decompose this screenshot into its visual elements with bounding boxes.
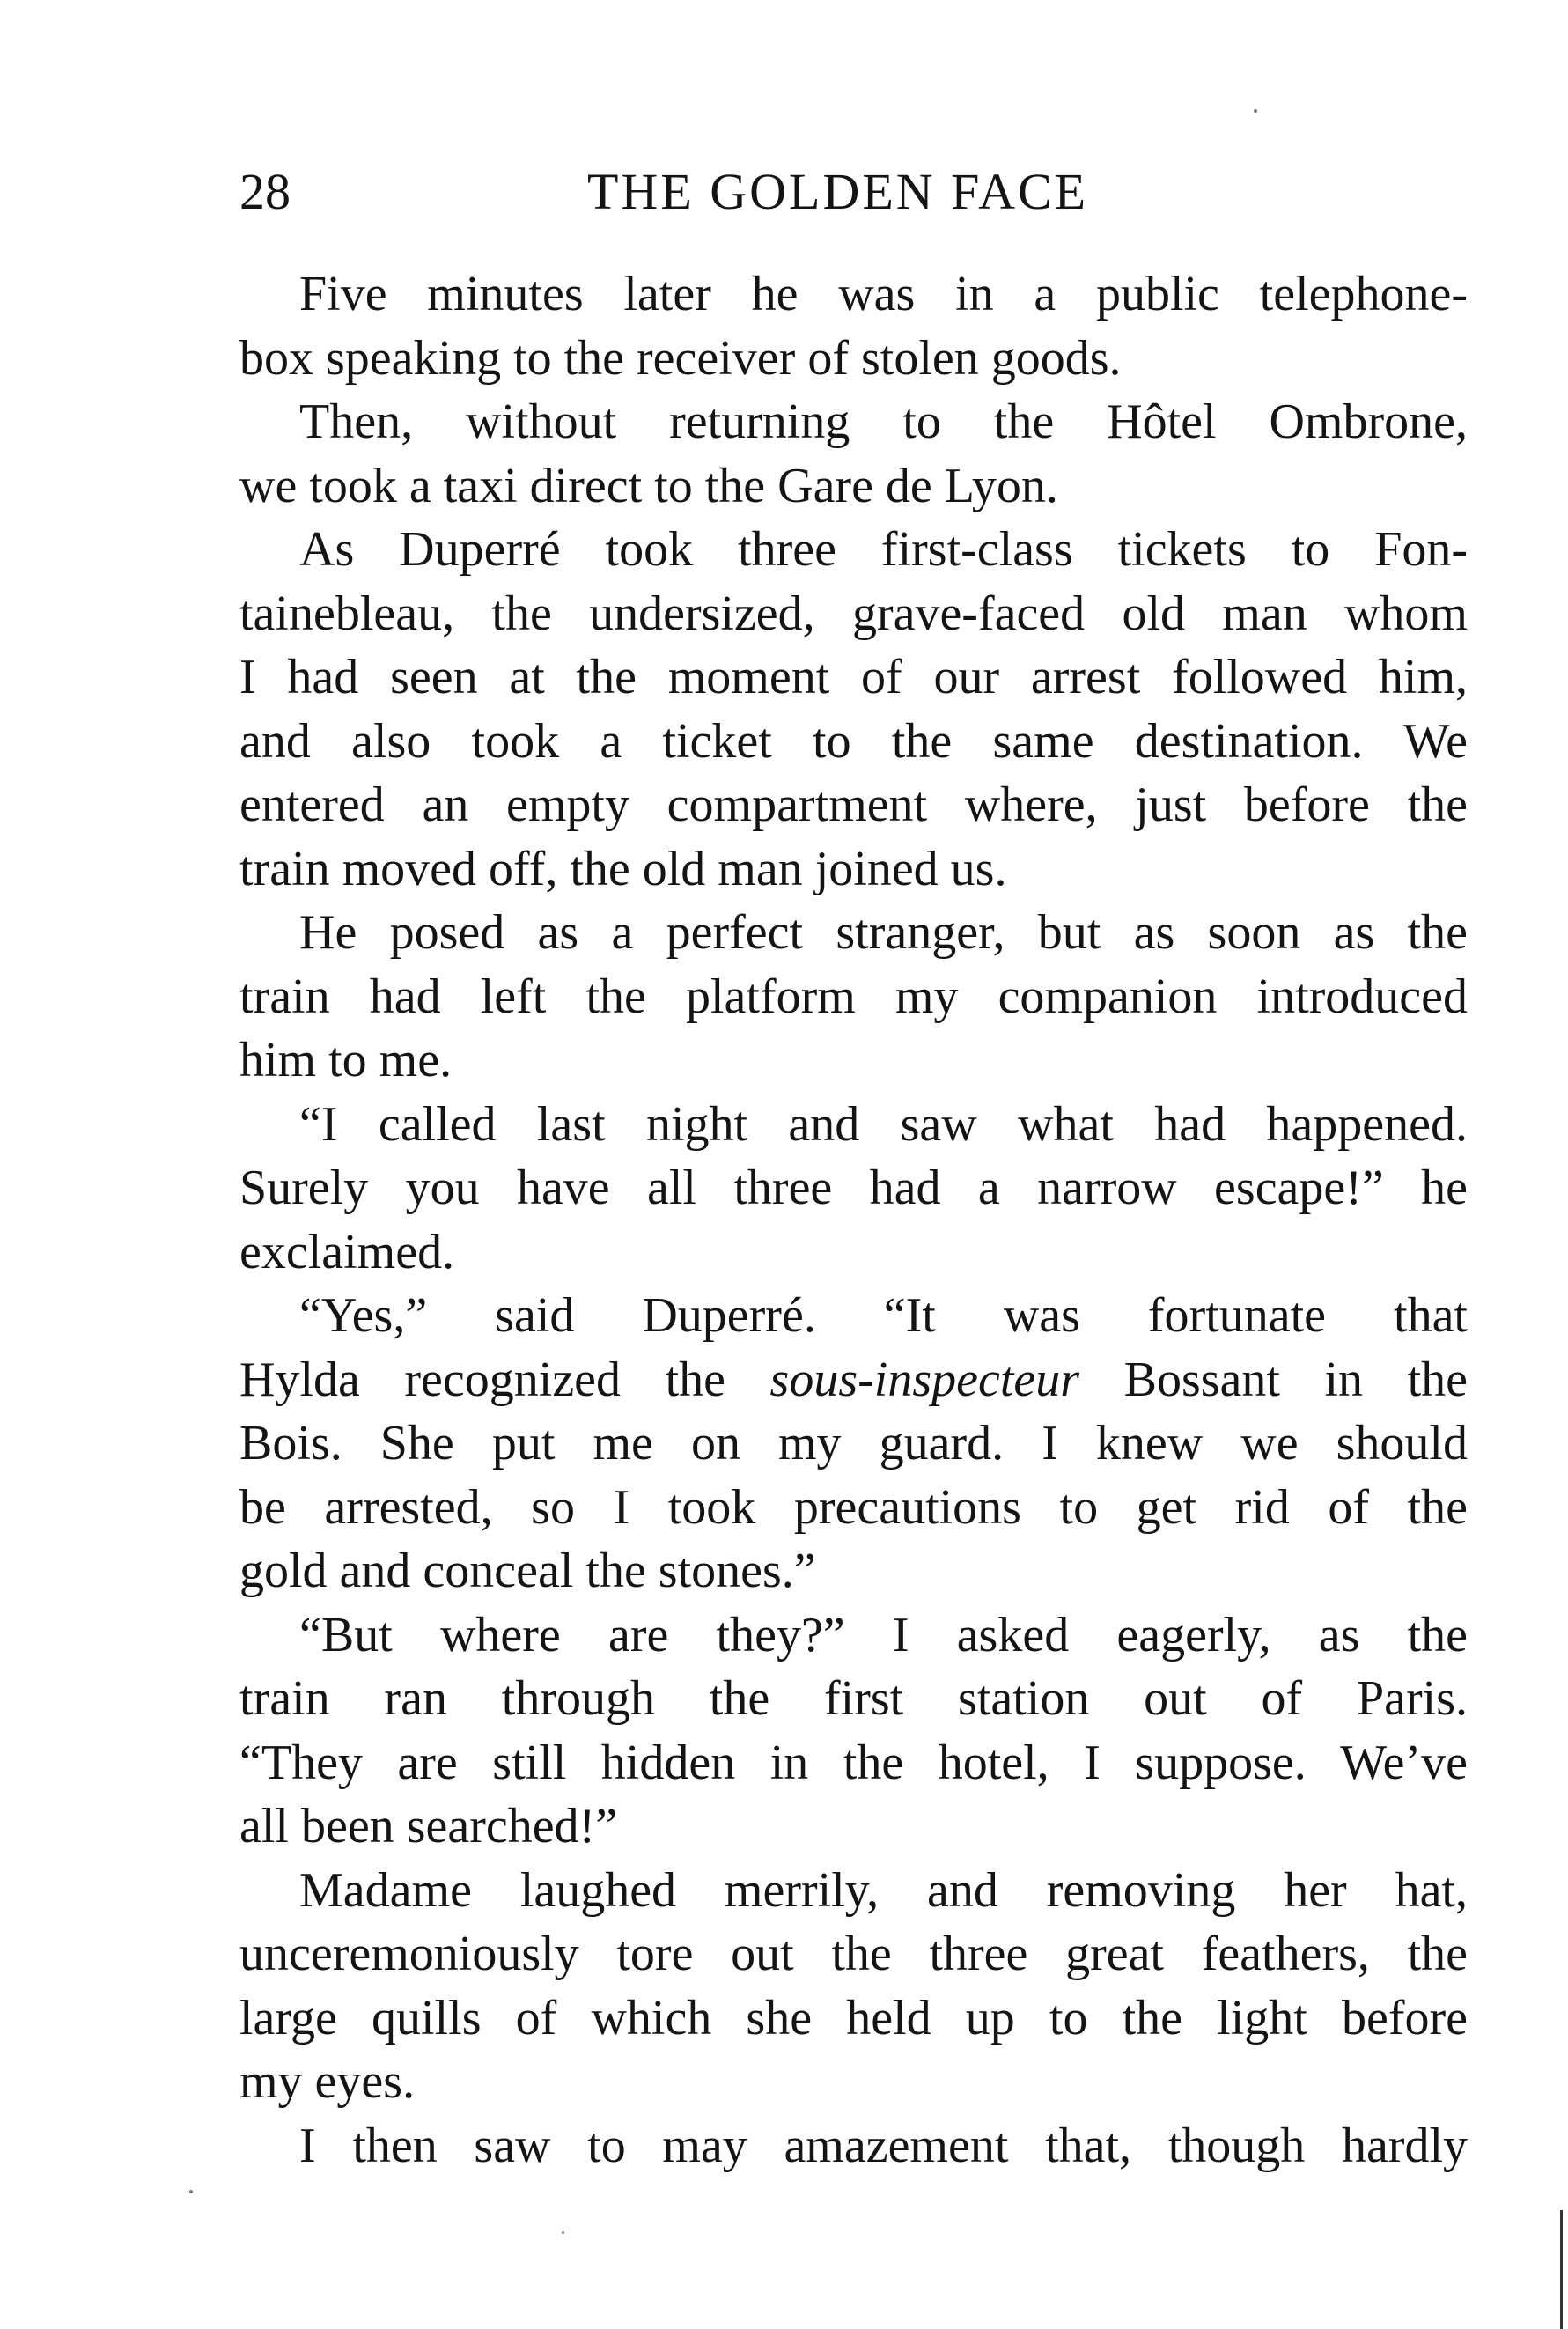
- text-line: [239, 773, 1468, 837]
- text-line: [239, 1028, 1468, 1093]
- text-line: [239, 1348, 1468, 1412]
- text-line: [239, 1284, 1468, 1348]
- text-segment: we took a taxi direct to the Gare de Lyon.: [239, 458, 1058, 513]
- text-segment: “I called last night and saw what had happened.: [299, 1096, 1468, 1152]
- italic-phrase: sous-inspecteur: [769, 1352, 1080, 1407]
- text-segment: large quills of which she held up to the light before: [239, 1990, 1468, 2045]
- text-segment: I then saw to may amazement that, though hardly: [299, 2118, 1468, 2173]
- text-segment: “But where are they?” I asked eagerly, as the: [299, 1607, 1468, 1662]
- text-segment: him to me.: [239, 1033, 453, 1087]
- text-segment: Hylda recognized the: [239, 1352, 770, 1407]
- text-line: [239, 327, 1468, 391]
- text-segment: As Duperré took three first-class tickets to Fon-: [299, 522, 1468, 577]
- text-segment: be arrested, so I took precautions to get rid of the: [239, 1479, 1468, 1535]
- text-line: [239, 1476, 1468, 1540]
- text-line: [239, 582, 1468, 646]
- scan-speck: [189, 2190, 193, 2193]
- scan-edge-mark: [1560, 2210, 1563, 2329]
- text-segment: exclaimed.: [239, 1224, 455, 1279]
- text-line: [239, 901, 1468, 965]
- text-line: [239, 518, 1468, 582]
- text-line: [239, 710, 1468, 774]
- text-line: [239, 1539, 1468, 1603]
- text-line: [239, 837, 1468, 902]
- text-line: [239, 1795, 1468, 1859]
- scan-speck: [562, 2231, 564, 2234]
- text-segment: “They are still hidden in the hotel, I suppose. We’ve: [239, 1735, 1468, 1790]
- text-segment: train moved off, the old man joined us.: [239, 841, 1007, 896]
- text-line: [239, 965, 1468, 1029]
- text-line: [239, 645, 1468, 710]
- running-head: THE GOLDEN FACE: [587, 163, 1089, 220]
- text-line: [239, 262, 1468, 327]
- text-line: [239, 1220, 1468, 1285]
- text-segment: Bois. She put me on my guard. I knew we should: [239, 1416, 1468, 1470]
- text-line: [239, 390, 1468, 454]
- text-segment: all been searched!”: [239, 1799, 618, 1854]
- page-number: 28: [239, 163, 291, 220]
- text-segment: I had seen at the moment of our arrest followed him,: [239, 650, 1468, 704]
- text-line: [239, 2050, 1468, 2114]
- text-segment: and also took a ticket to the same destination. We: [239, 713, 1468, 769]
- text-segment: box speaking to the receiver of stolen goods.: [239, 330, 1122, 386]
- text-segment: He posed as a perfect stranger, but as soon as the: [299, 905, 1468, 960]
- text-line: [239, 1731, 1468, 1795]
- text-line: [239, 1667, 1468, 1731]
- text-line: [239, 1859, 1468, 1923]
- text-segment: Then, without returning to the Hôtel Ombrone,: [299, 394, 1468, 449]
- scan-speck: [1254, 109, 1257, 113]
- page-header: [239, 157, 1468, 227]
- text-line: [239, 1093, 1468, 1157]
- text-line: [239, 2114, 1468, 2178]
- text-line: [239, 1922, 1468, 1986]
- text-segment: Five minutes later he was in a public telephone-: [299, 267, 1468, 321]
- text-segment: Surely you have all three had a narrow escape!” he: [239, 1161, 1468, 1215]
- text-line: [239, 1411, 1468, 1476]
- text-line: [239, 1986, 1468, 2051]
- text-segment: “Yes,” said Duperré. “It was fortunate that: [299, 1288, 1468, 1343]
- text-segment: my eyes.: [239, 2054, 416, 2109]
- body-text: [239, 262, 1468, 2178]
- text-line: [239, 1603, 1468, 1668]
- text-segment: tainebleau, the undersized, grave-faced old man whom: [239, 586, 1468, 641]
- text-segment: Bossant in the: [1079, 1352, 1468, 1407]
- text-segment: train had left the platform my companion introduced: [239, 969, 1468, 1024]
- text-segment: Madame laughed merrily, and removing her hat,: [299, 1862, 1468, 1918]
- text-segment: train ran through the first station out of Paris.: [239, 1671, 1468, 1726]
- text-line: [239, 1156, 1468, 1220]
- text-segment: unceremoniously tore out the three great feathers, the: [239, 1927, 1468, 1981]
- text-line: [239, 454, 1468, 519]
- text-segment: gold and conceal the stones.”: [239, 1544, 816, 1598]
- text-segment: entered an empty compartment where, just before the: [239, 778, 1468, 832]
